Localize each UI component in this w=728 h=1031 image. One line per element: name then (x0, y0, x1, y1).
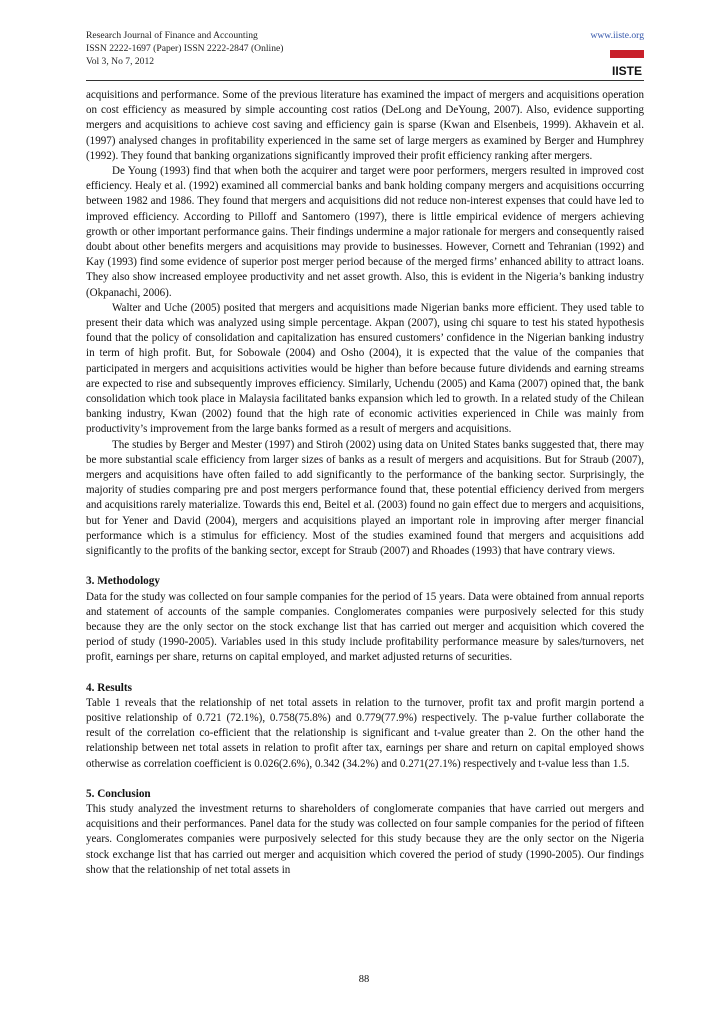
paragraph: De Young (1993) find that when both the acquirer and target were poor performers, mergers resulted in improved cost efficiency. Healy et al. (1992) examined all commercial banks and bank holding company mergers and acquisitions occurring between 1982 and 1986. They found that mergers and acquisitions did not reduce non-interest expenses that could have led to improved efficiency. According to Pilloff and Santomero (1997), there is little empirical evidence of mergers achieving growth or other important performance gains. Their findings undermine a major rationale for mergers and consequently raised doubt about other benefits mergers and acquisitions may provide to businesses. However, Cornett and Tehranian (1992) and Kay (1993) find some evidence of superior post merger period because of the merged firms’ enhanced ability to attract loans. They also show increased employee productivity and net asset growth. Also, this is evident in the Nigeria’s banking industry (Okpanachi, 2006). (86, 165, 644, 299)
paragraph: acquisitions and performance. Some of the previous literature has examined the impact of mergers and acquisitions operation on cost efficiency as measured by simple accounting cost ratios (DeLong and DeYoung, 2007). Also, evidence supporting mergers and acquisitions to achieve cost saving and efficiency gain is sparse (Kwan and Elsenbeis, 1999). Akhavein et al. (1997) analysed changes in profitability experienced in the same set of large mergers as examined by Berger and Humphrey (1992). They found that banking organizations significantly improved their profit efficiency ranking after mergers. (86, 89, 644, 162)
journal-title: Research Journal of Finance and Accounting (86, 30, 258, 41)
header-rule (86, 80, 644, 81)
methodology-text: Data for the study was collected on four sample companies for the period of 15 years. Data were obtained from annual reports and statement of accounts of the sample companies. Conglomerates companies were purposively selected for this study because they are the only sector on the stock exchange list that has carried out merger and acquisition which covered the period of study (1990-2005). Variables used in this study include profitability performance measure by sales/turnovers, net profit, earnings per share, returns on capital employed, and market adjusted returns of securities. (86, 590, 644, 664)
conclusion-text: This study analyzed the investment returns to shareholders of conglomerate companies that have carried out mergers and acquisitions and their performances. Panel data for the study was collected on four sample companies for the period of fifteen years. Conglomerates companies were purposively selected for this study because they are the only sector on the Nigeria stock exchange list that has carried out merger and acquisition which covered the period of study (1990-2005). Our findings show that the relationship of net total assets in (86, 802, 644, 876)
section-heading-results: 4. Results (86, 681, 132, 694)
section-heading-methodology: 3. Methodology (86, 575, 160, 588)
results-text: Table 1 reveals that the relationship of net total assets in relation to the turnover, profit tax and profit margin portend a positive relationship of 0.721 (72.1%), 0.758(75.8%) and 0.779(77.9%) respectively. The p-value further collaborate the result of the correlation co-efficient that the relationship is significant and t-value greater than 2. On the other hand the relationship between net total assets in relation to profit after tax, earnings per share and return on capital employed shows otherwise as correlation coefficient is 0.026(2.6%), 0.342 (34.2%) and 0.271(27.1%) respectively and t-value less than 1.5. (86, 696, 644, 770)
journal-issn: ISSN 2222-1697 (Paper) ISSN 2222-2847 (Online) (86, 42, 284, 54)
section-heading-conclusion: 5. Conclusion (86, 787, 151, 800)
article-body (86, 88, 644, 878)
paragraph: Walter and Uche (2005) posited that mergers and acquisitions made Nigerian banks more efficient. They used table to present their data which was analyzed using simple percentage. Akpan (2007), using chi square to test his stated hypothesis found that the policy of consolidation and capitalization has ensured customers’ confidence in the Nigerian banking industry in term of high profit. But, for Sobowale (2004) and Osho (2004), it is expected that the value of the companies that participated in mergers and acquisitions activities would be higher than before because future dividends and earning streams are expected to rise and subsequently improves efficiency. Similarly, Uchendu (2005) and Kama (2007) opined that, the bank consolidation which took place in Malaysia facilitated banks expansion which led to growth. In a related study of the Chilean banking industry, Kwan (2002) found that the high rate of economic activities experienced in Chile was mainly from productivity’s improvement from the large banks formed as a result of mergers and acquisitions. (86, 301, 644, 436)
svg-text:IISTE: IISTE (611, 64, 643, 78)
paragraph: The studies by Berger and Mester (1997) and Stiroh (2002) using data on United States banks suggested that, there may be more substantial scale efficiency from larger sizes of banks as a result of mergers and acquisitions. But for Straub (2007), mergers and acquisitions have often failed to add significantly to the performance of the banking sector. Surprisingly, the majority of studies comparing pre and post mergers performance found that, these potential efficiency derived from mergers and acquisitions rarely materialize. Towards this end, Beitel et al. (2003) found no gain effect due to mergers and acquisitions, but for Yener and David (2004), mergers and acquisitions played an important role in improving after merger financial performance which is a stimulus for efficiency. Most of the studies examined found that mergers and acquisitions add significantly to the profits of the banking sector, except for Straub (2007) and Rhoades (1993) that have contrary views. (86, 438, 644, 558)
journal-info (86, 30, 644, 68)
page-number: 88 (358, 974, 370, 985)
journal-volume: Vol 3, No 7, 2012 (86, 55, 155, 67)
iiste-logo (610, 48, 644, 80)
journal-url[interactable]: www.iiste.org (590, 30, 644, 41)
page-header (86, 30, 644, 82)
